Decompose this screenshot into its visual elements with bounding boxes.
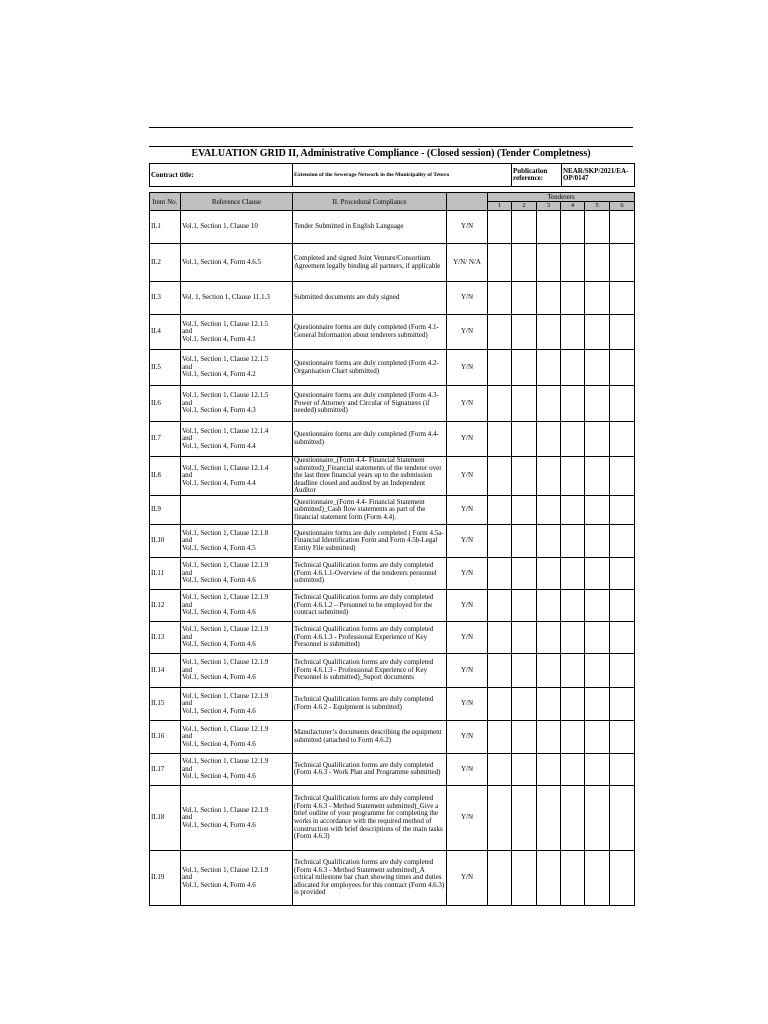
publication-reference-value: NEAR/SKP/2021/EA-OP/0147 <box>562 164 635 187</box>
yes-no-field: Y/N <box>447 687 488 720</box>
tenderer-1-cell[interactable] <box>488 350 512 386</box>
tenderer-6-cell[interactable] <box>610 211 635 244</box>
compliance-description-text: Completed and signed Joint Venture/Consortium Agreement legally binding all partners, if applicable <box>294 254 441 270</box>
tenderers-header: Tenderers <box>488 193 635 202</box>
compliance-description-text: Technical Qualification forms are duly completed (Form 4.6.1.2 – Personnel to be employed for the contract submitted) <box>294 594 434 617</box>
yes-no-field: Y/N <box>447 621 488 653</box>
yes-no-field: Y/N <box>447 350 488 386</box>
yes-no-field: Y/N <box>447 211 488 244</box>
tenderer-2-cell[interactable] <box>512 753 537 785</box>
contract-title-value: Extension of the Sewerage Network in the Municipality of Tetovo <box>293 164 512 187</box>
tenderer-number: 4 <box>561 202 585 211</box>
item-number: II.8 <box>150 457 181 496</box>
tenderer-4-cell[interactable] <box>561 350 585 386</box>
compliance-description-text: Technical Qualification forms are duly completed (Form 4.6.1.3 - Professional Experience of Key Personnel is submitted)_Suport documents <box>294 659 434 682</box>
reference-clause <box>181 850 293 905</box>
table-row <box>150 753 635 785</box>
tenderer-2-cell[interactable] <box>512 687 537 720</box>
compliance-description-text: Technical Qualification forms are duly completed (Form 4.6.3 - Work Plan and Programme submitted) <box>294 761 441 777</box>
tenderer-5-cell[interactable] <box>585 589 610 621</box>
reference-clause-line: Vol.1, Section 1, Clause 12.1.9 <box>182 625 269 634</box>
reference-clause-line: and <box>182 632 193 641</box>
tenderer-number: 1 <box>488 202 512 211</box>
tenderer-3-cell[interactable] <box>537 495 561 524</box>
tenderer-5-cell[interactable] <box>585 524 610 557</box>
compliance-description <box>293 557 447 589</box>
tenderer-5-cell[interactable] <box>585 282 610 315</box>
reference-clause-line: Vol.1, Section 4, Form 4.6 <box>182 706 256 715</box>
yn-header <box>447 193 488 211</box>
tenderer-6-cell[interactable] <box>610 785 635 850</box>
tenderer-2-cell[interactable] <box>512 653 537 687</box>
tenderer-number: 2 <box>512 202 537 211</box>
tenderer-number: 6 <box>610 202 635 211</box>
compliance-description <box>293 621 447 653</box>
tenderer-6-cell[interactable] <box>610 720 635 753</box>
yes-no-field: Y/N <box>447 282 488 315</box>
tenderer-4-cell[interactable] <box>561 422 585 457</box>
reference-clause-line: Vol.1, Section 1, Clause 12.1.4 <box>182 426 269 435</box>
tenderer-5-cell[interactable] <box>585 753 610 785</box>
compliance-description-text: Technical Qualification forms are duly completed (Form 4.6.1.3 - Professional Experience of Key Personnel is submitted) <box>294 626 434 649</box>
reference-clause <box>181 720 293 753</box>
item-number: II.13 <box>150 621 181 653</box>
tenderer-1-cell[interactable] <box>488 315 512 350</box>
tenderer-1-cell[interactable] <box>488 495 512 524</box>
tenderer-2-cell[interactable] <box>512 621 537 653</box>
tenderer-2-cell[interactable] <box>512 315 537 350</box>
reference-clause-line: Vol.1, Section 4, Form 4.6 <box>182 739 256 748</box>
tenderer-3-cell[interactable] <box>537 621 561 653</box>
tenderer-6-cell[interactable] <box>610 589 635 621</box>
table-row <box>150 457 635 496</box>
tenderer-3-cell[interactable] <box>537 720 561 753</box>
item-number: II.5 <box>150 350 181 386</box>
reference-clause <box>181 244 293 282</box>
table-row <box>150 621 635 653</box>
tenderer-3-cell[interactable] <box>537 653 561 687</box>
tenderer-4-cell[interactable] <box>561 386 585 422</box>
tenderer-5-cell[interactable] <box>585 315 610 350</box>
tenderer-4-cell[interactable] <box>561 589 585 621</box>
reference-clause <box>181 386 293 422</box>
table-row <box>150 244 635 282</box>
tenderer-3-cell[interactable] <box>537 589 561 621</box>
tenderer-1-cell[interactable] <box>488 282 512 315</box>
tenderer-5-cell[interactable] <box>585 557 610 589</box>
yes-no-field: Y/N <box>447 457 488 496</box>
reference-clause-line: and <box>182 665 193 674</box>
tenderer-5-cell[interactable] <box>585 350 610 386</box>
reference-clause-line: and <box>182 699 193 708</box>
compliance-description <box>293 653 447 687</box>
compliance-description-text: Manufacturer’s documents describing the equipment submitted (attached to Form 4.6.2) <box>294 729 442 744</box>
tenderer-6-cell[interactable] <box>610 386 635 422</box>
contract-info-row <box>150 164 635 187</box>
tenderer-1-cell[interactable] <box>488 524 512 557</box>
reference-clause <box>181 422 293 457</box>
reference-clause-line: Vol.1, Section 4, Form 4.4 <box>182 441 256 450</box>
tenderer-2-cell[interactable] <box>512 589 537 621</box>
reference-clause-header: Reference Clause <box>181 193 293 211</box>
tenderer-3-cell[interactable] <box>537 315 561 350</box>
tenderer-6-cell[interactable] <box>610 244 635 282</box>
yes-no-field: Y/N <box>447 753 488 785</box>
reference-clause <box>181 495 293 524</box>
tenderer-3-cell[interactable] <box>537 785 561 850</box>
reference-clause-line: and <box>182 434 193 443</box>
item-number: II.18 <box>150 785 181 850</box>
tenderer-2-cell[interactable] <box>512 282 537 315</box>
reference-clause <box>181 457 293 496</box>
reference-clause-line: and <box>182 536 193 545</box>
tenderer-4-cell[interactable] <box>561 785 585 850</box>
reference-clause-line: Vol.1, Section 4, Form 4.6 <box>182 608 256 617</box>
reference-clause-line: and <box>182 398 193 407</box>
reference-clause <box>181 785 293 850</box>
page-title: EVALUATION GRID II, Administrative Compliance - (Closed session) (Tender Completness) <box>191 148 591 159</box>
reference-clause-line: Vol.1, Section 1, Clause 12.1.9 <box>182 561 269 570</box>
tenderer-5-cell[interactable] <box>585 457 610 496</box>
tenderer-6-cell[interactable] <box>610 850 635 905</box>
compliance-description-text: Submitted documents are duly signed <box>294 294 400 302</box>
contract-title-label: Contract title: <box>150 164 293 187</box>
tenderer-4-cell[interactable] <box>561 244 585 282</box>
table-row <box>150 653 635 687</box>
tenderer-1-cell[interactable] <box>488 457 512 496</box>
reference-clause-line: and <box>182 764 193 773</box>
tenderer-6-cell[interactable] <box>610 524 635 557</box>
item-number: II.3 <box>150 282 181 315</box>
tenderer-5-cell[interactable] <box>585 211 610 244</box>
tenderer-4-cell[interactable] <box>561 524 585 557</box>
tenderer-1-cell[interactable] <box>488 850 512 905</box>
compliance-description <box>293 282 447 315</box>
tenderer-4-cell[interactable] <box>561 850 585 905</box>
reference-clause <box>181 653 293 687</box>
compliance-description-text: Questionnaire forms are duly completed ( Form 4.5a-Financial Identification Form and Form 4.5b-Legal Entity File submitted) <box>294 529 444 552</box>
yes-no-field: Y/N <box>447 557 488 589</box>
yes-no-field: Y/N <box>447 495 488 524</box>
item-number: II.7 <box>150 422 181 457</box>
tenderer-2-cell[interactable] <box>512 457 537 496</box>
compliance-description <box>293 524 447 557</box>
tenderer-1-cell[interactable] <box>488 753 512 785</box>
compliance-description <box>293 785 447 850</box>
tenderer-6-cell[interactable] <box>610 687 635 720</box>
tenderer-1-cell[interactable] <box>488 653 512 687</box>
reference-clause-line: Vol.1, Section 1, Clause 12.1.9 <box>182 724 269 733</box>
compliance-description <box>293 687 447 720</box>
tenderer-1-cell[interactable] <box>488 557 512 589</box>
tenderer-1-cell[interactable] <box>488 720 512 753</box>
reference-clause <box>181 282 293 315</box>
tenderer-3-cell[interactable] <box>537 244 561 282</box>
title-rule <box>149 146 633 147</box>
tenderer-2-cell[interactable] <box>512 557 537 589</box>
reference-clause-line: Vol.1, Section 1, Clause 12.1.5 <box>182 319 269 328</box>
table-row <box>150 386 635 422</box>
tenderer-3-cell[interactable] <box>537 557 561 589</box>
compliance-description <box>293 315 447 350</box>
reference-clause <box>181 350 293 386</box>
tenderer-3-cell[interactable] <box>537 282 561 315</box>
reference-clause <box>181 621 293 653</box>
tenderer-2-cell[interactable] <box>512 785 537 850</box>
item-number: II.2 <box>150 244 181 282</box>
tenderer-1-cell[interactable] <box>488 386 512 422</box>
tenderer-2-cell[interactable] <box>512 495 537 524</box>
contract-info-table <box>149 163 635 187</box>
header-row <box>150 193 635 202</box>
reference-clause <box>181 753 293 785</box>
tenderer-5-cell[interactable] <box>585 785 610 850</box>
table-row <box>150 495 635 524</box>
compliance-description <box>293 753 447 785</box>
yes-no-field: Y/N <box>447 589 488 621</box>
tenderer-3-cell[interactable] <box>537 350 561 386</box>
reference-clause-line: Vol.1, Section 4, Form 4.6 <box>182 576 256 585</box>
reference-clause <box>181 315 293 350</box>
tenderer-3-cell[interactable] <box>537 386 561 422</box>
reference-clause-line: and <box>182 813 193 822</box>
table-row <box>150 422 635 457</box>
tenderer-4-cell[interactable] <box>561 621 585 653</box>
tenderer-3-cell[interactable] <box>537 211 561 244</box>
tenderer-5-cell[interactable] <box>585 653 610 687</box>
compliance-description <box>293 495 447 524</box>
item-number: II.12 <box>150 589 181 621</box>
tenderer-2-cell[interactable] <box>512 386 537 422</box>
tenderer-6-cell[interactable] <box>610 350 635 386</box>
tenderer-6-cell[interactable] <box>610 282 635 315</box>
yes-no-field: Y/N <box>447 720 488 753</box>
compliance-description-text: Tender Submitted in English Language <box>294 223 404 231</box>
tenderer-4-cell[interactable] <box>561 557 585 589</box>
compliance-description-text: Questionnaire forms are duly completed (Form 4.4- submitted) <box>294 431 439 446</box>
item-number: II.4 <box>150 315 181 350</box>
procedural-compliance-header: II. Procedural Compliance <box>293 193 447 211</box>
reference-clause-line: Vol.1, Section 4, Form 4.3 <box>182 406 256 415</box>
table-row <box>150 720 635 753</box>
tenderer-3-cell[interactable] <box>537 687 561 720</box>
tenderer-5-cell[interactable] <box>585 422 610 457</box>
tenderer-3-cell[interactable] <box>537 422 561 457</box>
table-row <box>150 557 635 589</box>
tenderer-5-cell[interactable] <box>585 850 610 905</box>
reference-clause-line: Vol. 1, Section 1, Clause 11.1.3 <box>182 293 270 302</box>
item-number: II.14 <box>150 653 181 687</box>
table-row <box>150 687 635 720</box>
tenderer-3-cell[interactable] <box>537 457 561 496</box>
reference-clause-line: and <box>182 873 193 882</box>
reference-clause-line: Vol.1, Section 4, Form 4.6 <box>182 673 256 682</box>
tenderer-3-cell[interactable] <box>537 850 561 905</box>
reference-clause-line: and <box>182 600 193 609</box>
tenderer-2-cell[interactable] <box>512 524 537 557</box>
tenderer-2-cell[interactable] <box>512 720 537 753</box>
yes-no-field: Y/N <box>447 422 488 457</box>
tenderer-1-cell[interactable] <box>488 422 512 457</box>
item-number: II.11 <box>150 557 181 589</box>
table-row <box>150 350 635 386</box>
compliance-description-text: Questionnaire forms are duly completed (Form 4.1-General Information about tenderers submitted) <box>294 324 439 339</box>
tenderer-4-cell[interactable] <box>561 211 585 244</box>
tenderer-4-cell[interactable] <box>561 753 585 785</box>
compliance-description-text: Questionnaire_(Form 4.4- Financial Statement submitted)_Cash flow statements as part of the financial statement form (Form 4.4). <box>294 498 426 521</box>
compliance-description <box>293 244 447 282</box>
reference-clause-line: Vol.1, Section 1, Clause 12.1.9 <box>182 865 269 874</box>
table-row <box>150 850 635 905</box>
tenderer-4-cell[interactable] <box>561 315 585 350</box>
reference-clause-line: Vol.1, Section 4, Form 4.2 <box>182 370 256 379</box>
item-number: II.1 <box>150 211 181 244</box>
reference-clause-line: and <box>182 362 193 371</box>
tenderer-6-cell[interactable] <box>610 653 635 687</box>
compliance-description <box>293 211 447 244</box>
reference-clause-line: and <box>182 327 193 336</box>
reference-clause <box>181 211 293 244</box>
tenderer-2-cell[interactable] <box>512 244 537 282</box>
table-row <box>150 315 635 350</box>
tenderer-1-cell[interactable] <box>488 244 512 282</box>
tenderer-4-cell[interactable] <box>561 282 585 315</box>
tenderer-4-cell[interactable] <box>561 495 585 524</box>
compliance-description-text: Technical Qualification forms are duly completed (Form 4.6.3 - Method Statement submitted)_Give a brief outline of your programme for completing the works in accordance with the required method of construction with brief descriptions of the main tasks (Form 4.6.3) <box>294 795 443 841</box>
compliance-description <box>293 720 447 753</box>
reference-clause-line: Vol.1, Section 4, Form 4.6 <box>182 772 256 781</box>
compliance-description-text: Technical Qualification forms are duly completed (Form 4.6.3 - Method Statement submitted)_A critical milestone bar chart showing times and duties allocated for employees for this contract (Form 4.6.3) is provided <box>294 858 445 897</box>
tenderer-5-cell[interactable] <box>585 720 610 753</box>
yes-no-field: Y/N/ N/A <box>447 244 488 282</box>
compliance-description <box>293 386 447 422</box>
table-row <box>150 785 635 850</box>
yes-no-field: Y/N <box>447 850 488 905</box>
tenderer-6-cell[interactable] <box>610 753 635 785</box>
item-no-header: Item No. <box>150 193 181 211</box>
compliance-description-text: Questionnaire_(Form 4.4- Financial Statement submitted)_Financial statements of the tenderer over the last three financial years up to the submission deadline closed and audited by an Independent Auditor <box>294 457 442 495</box>
item-number: II.16 <box>150 720 181 753</box>
compliance-description-text: Technical Qualification forms are duly completed (Form 4.6.2 - Equipment is submitted) <box>294 696 434 711</box>
compliance-description-text: Technical Qualification forms are duly completed (Form 4.6.1.1-Overview of the tenderers personnel submitted) <box>294 562 437 585</box>
reference-clause <box>181 687 293 720</box>
evaluation-grid <box>149 192 635 906</box>
tenderer-5-cell[interactable] <box>585 386 610 422</box>
reference-clause <box>181 589 293 621</box>
compliance-description <box>293 350 447 386</box>
tenderer-6-cell[interactable] <box>610 457 635 496</box>
tenderer-1-cell[interactable] <box>488 621 512 653</box>
tenderer-1-cell[interactable] <box>488 211 512 244</box>
reference-clause-line: and <box>182 568 193 577</box>
table-row <box>150 524 635 557</box>
yes-no-field: Y/N <box>447 315 488 350</box>
publication-reference-label: Publication reference: <box>512 164 562 187</box>
yes-no-field: Y/N <box>447 386 488 422</box>
reference-clause-line: Vol.1, Section 1, Clause 12.1.9 <box>182 691 269 700</box>
reference-clause-line: Vol.1, Section 4, Form 4.6 <box>182 640 256 649</box>
tenderer-6-cell[interactable] <box>610 422 635 457</box>
reference-clause-line: Vol.1, Section 4, Form 4.6 <box>182 880 256 889</box>
compliance-description-text: Questionnaire forms are duly completed (Form 4.2- Organisation Chart submitted) <box>294 359 439 375</box>
tenderer-2-cell[interactable] <box>512 211 537 244</box>
compliance-description <box>293 457 447 496</box>
tenderer-5-cell[interactable] <box>585 495 610 524</box>
tenderer-2-cell[interactable] <box>512 850 537 905</box>
tenderer-1-cell[interactable] <box>488 785 512 850</box>
tenderer-6-cell[interactable] <box>610 557 635 589</box>
reference-clause-line: Vol.1, Section 1, Clause 12.1.4 <box>182 463 269 472</box>
yes-no-field: Y/N <box>447 524 488 557</box>
tenderer-5-cell[interactable] <box>585 244 610 282</box>
tenderer-4-cell[interactable] <box>561 457 585 496</box>
tenderer-4-cell[interactable] <box>561 653 585 687</box>
tenderer-2-cell[interactable] <box>512 422 537 457</box>
item-number: II.10 <box>150 524 181 557</box>
reference-clause-line: Vol.1, Section 4, Form 4.1 <box>182 334 256 343</box>
tenderer-1-cell[interactable] <box>488 589 512 621</box>
yes-no-field: Y/N <box>447 785 488 850</box>
reference-clause-line: and <box>182 471 193 480</box>
tenderer-5-cell[interactable] <box>585 621 610 653</box>
reference-clause-line: Vol.1, Section 1, Clause 12.1.5 <box>182 391 269 400</box>
reference-clause-line: Vol.1, Section 4, Form 4.4 <box>182 478 256 487</box>
reference-clause-line: Vol.1, Section 1, Clause 10 <box>182 222 258 231</box>
table-row <box>150 589 635 621</box>
compliance-description <box>293 422 447 457</box>
tenderer-3-cell[interactable] <box>537 524 561 557</box>
tenderer-number: 3 <box>537 202 561 211</box>
reference-clause-line: Vol.1, Section 1, Clause 12.1.8 <box>182 528 269 537</box>
tenderer-6-cell[interactable] <box>610 621 635 653</box>
reference-clause-line: and <box>182 732 193 741</box>
reference-clause-line: Vol.1, Section 1, Clause 12.1.9 <box>182 757 269 766</box>
reference-clause-line: Vol.1, Section 1, Clause 12.1.9 <box>182 593 269 602</box>
reference-clause-line: Vol.1, Section 4, Form 4.6 <box>182 820 256 829</box>
tenderer-4-cell[interactable] <box>561 687 585 720</box>
item-number: II.6 <box>150 386 181 422</box>
compliance-description-text: Questionnaire forms are duly completed (Form 4.3- Power of Attorney and Circular of Signatures (if needed) submitted) <box>294 392 439 415</box>
item-number: II.15 <box>150 687 181 720</box>
reference-clause-line: Vol.1, Section 4, Form 4.6.5 <box>182 257 262 266</box>
tenderer-number: 5 <box>585 202 610 211</box>
reference-clause <box>181 557 293 589</box>
table-row <box>150 211 635 244</box>
compliance-description <box>293 589 447 621</box>
top-rule <box>149 127 633 128</box>
tenderer-6-cell[interactable] <box>610 315 635 350</box>
tenderer-5-cell[interactable] <box>585 687 610 720</box>
tenderer-3-cell[interactable] <box>537 753 561 785</box>
tenderer-2-cell[interactable] <box>512 350 537 386</box>
table-row <box>150 282 635 315</box>
reference-clause-line: Vol.1, Section 1, Clause 12.1.9 <box>182 805 269 814</box>
tenderer-1-cell[interactable] <box>488 687 512 720</box>
reference-clause-line: Vol.1, Section 4, Form 4.5 <box>182 543 256 552</box>
item-number: II.9 <box>150 495 181 524</box>
yes-no-field: Y/N <box>447 653 488 687</box>
item-number: II.17 <box>150 753 181 785</box>
tenderer-4-cell[interactable] <box>561 720 585 753</box>
reference-clause <box>181 524 293 557</box>
compliance-description <box>293 850 447 905</box>
reference-clause-line: Vol.1, Section 1, Clause 12.1.5 <box>182 355 269 364</box>
tenderer-6-cell[interactable] <box>610 495 635 524</box>
item-number: II.19 <box>150 850 181 905</box>
reference-clause-line: Vol.1, Section 1, Clause 12.1.9 <box>182 658 269 667</box>
